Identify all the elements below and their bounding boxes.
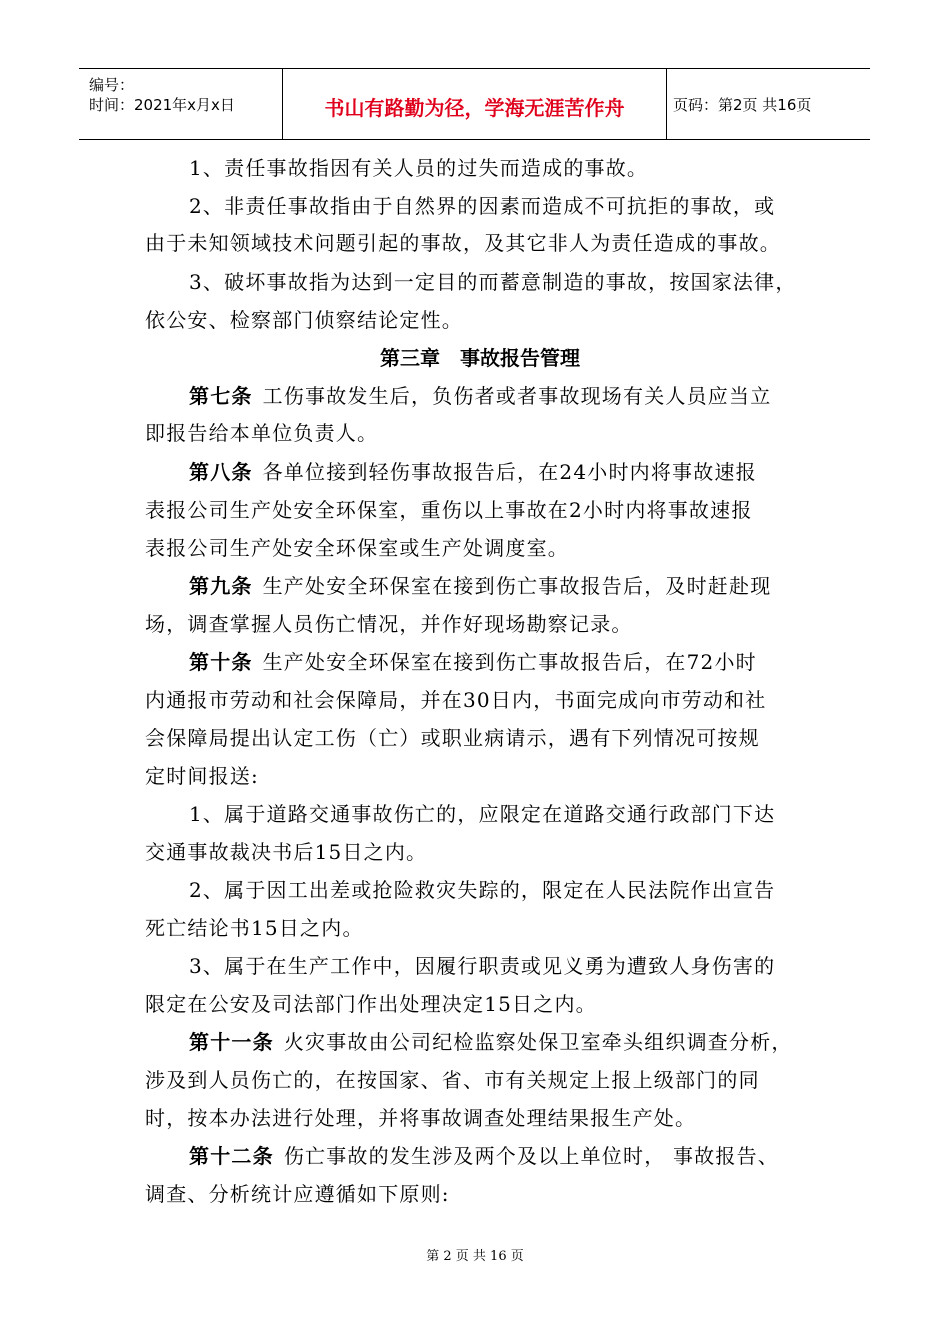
line-text: 场，调查掌握人员伤亡情况，并作好现场勘察记录。	[145, 612, 633, 636]
body-line	[145, 723, 760, 753]
body-line	[145, 1103, 696, 1133]
body-line	[145, 609, 633, 639]
header-motto: 书山有路勤为径，学海无涯苦作舟	[324, 96, 625, 120]
header-page-info: 页码：第2页 共16页	[673, 96, 812, 114]
line-text: 2、属于因工出差或抢险救灾失踪的，限定在人民法院作出宣告	[189, 878, 776, 902]
article-line	[189, 571, 771, 601]
line-text: 2、非责任事故指由于自然界的因素而造成不可抗拒的事故，或	[189, 194, 776, 218]
line-text: 3、破坏事故指为达到一定目的而蓄意制造的事故，按国家法律，	[189, 270, 797, 294]
line-text: 1、属于道路交通事故伤亡的，应限定在道路交通行政部门下达	[189, 802, 776, 826]
page-footer: 第 2 页 共 16 页	[426, 1249, 524, 1264]
article-line	[189, 457, 757, 487]
line-text: 各单位接到轻伤事故报告后，在24小时内将事故速报	[262, 460, 757, 484]
header-middle-cell	[283, 69, 667, 139]
line-text: 表报公司生产处安全环保室，重伤以上事故在2小时内将事故速报	[145, 498, 753, 522]
line-text: 由于未知领域技术问题引起的事故，及其它非人为责任造成的事故。	[145, 231, 781, 255]
line-text: 3、属于在生产工作中，因履行职责或见义勇为遭致人身伤害的	[189, 954, 776, 978]
body-line	[145, 685, 766, 715]
article-line	[189, 381, 771, 411]
body-line	[145, 228, 781, 258]
line-text: 调查、分析统计应遵循如下原则:	[145, 1182, 450, 1206]
body-line	[145, 305, 463, 335]
body-line	[145, 837, 427, 867]
header-left-cell	[79, 69, 283, 139]
article-number: 第十条	[189, 650, 253, 674]
line-text: 死亡结论书15日之内。	[145, 916, 364, 940]
chapter-heading: 第三章 事故报告管理	[380, 346, 580, 370]
line-text: 时，按本办法进行处理，并将事故调查处理结果报生产处。	[145, 1106, 697, 1130]
line-text: 内通报市劳动和社会保障局，并在30日内，书面完成向市劳动和社	[145, 688, 767, 712]
body-line	[145, 1065, 760, 1095]
body-line	[145, 989, 597, 1019]
header-right-cell	[667, 69, 870, 139]
line-text: 表报公司生产处安全环保室或生产处调度室。	[145, 536, 569, 560]
line-text: 涉及到人员伤亡的，在按国家、省、市有关规定上报上级部门的同	[145, 1068, 760, 1092]
body-line	[189, 267, 797, 297]
line-text: 火灾事故由公司纪检监察处保卫室牵头组织调查分析，	[283, 1030, 793, 1054]
document-date: 时间：2021年x月x日	[89, 96, 235, 114]
article-line	[189, 1027, 793, 1057]
line-text: 生产处安全环保室在接到伤亡事故报告后，及时赶赴现	[262, 574, 772, 598]
body-line	[189, 799, 775, 829]
line-text: 交通事故裁决书后15日之内。	[145, 840, 428, 864]
body-line	[189, 153, 648, 183]
line-text: 1、责任事故指因有关人员的过失而造成的事故。	[189, 156, 649, 180]
article-line	[189, 1141, 779, 1171]
article-number: 第九条	[189, 574, 253, 598]
line-text: 即报告给本单位负责人。	[145, 421, 379, 445]
line-text: 定时间报送:	[145, 764, 259, 788]
body-line	[145, 913, 364, 943]
article-number: 第八条	[189, 460, 253, 484]
article-number: 第十二条	[189, 1144, 274, 1168]
article-number: 第七条	[189, 384, 253, 408]
line-text: 伤亡事故的发生涉及两个及以上单位时， 事故报告、	[283, 1144, 779, 1168]
body-line	[145, 418, 378, 448]
page-header	[79, 68, 870, 140]
article-line	[189, 647, 757, 677]
body-line	[145, 1179, 450, 1209]
line-text: 依公安、检察部门侦察结论定性。	[145, 308, 463, 332]
line-text: 限定在公安及司法部门作出处理决定15日之内。	[145, 992, 597, 1016]
line-text: 生产处安全环保室在接到伤亡事故报告后，在72小时	[262, 650, 757, 674]
line-text: 工伤事故发生后，负伤者或者事故现场有关人员应当立	[262, 384, 772, 408]
line-text: 会保障局提出认定工伤（亡）或职业病请示，遇有下列情况可按规	[145, 726, 760, 750]
body-line	[145, 495, 753, 525]
body-line	[189, 875, 775, 905]
article-number: 第十一条	[189, 1030, 274, 1054]
body-line	[145, 761, 259, 791]
body-line	[189, 951, 775, 981]
body-line	[145, 533, 569, 563]
body-line	[189, 191, 775, 221]
document-number-label: 编号：	[89, 76, 135, 94]
